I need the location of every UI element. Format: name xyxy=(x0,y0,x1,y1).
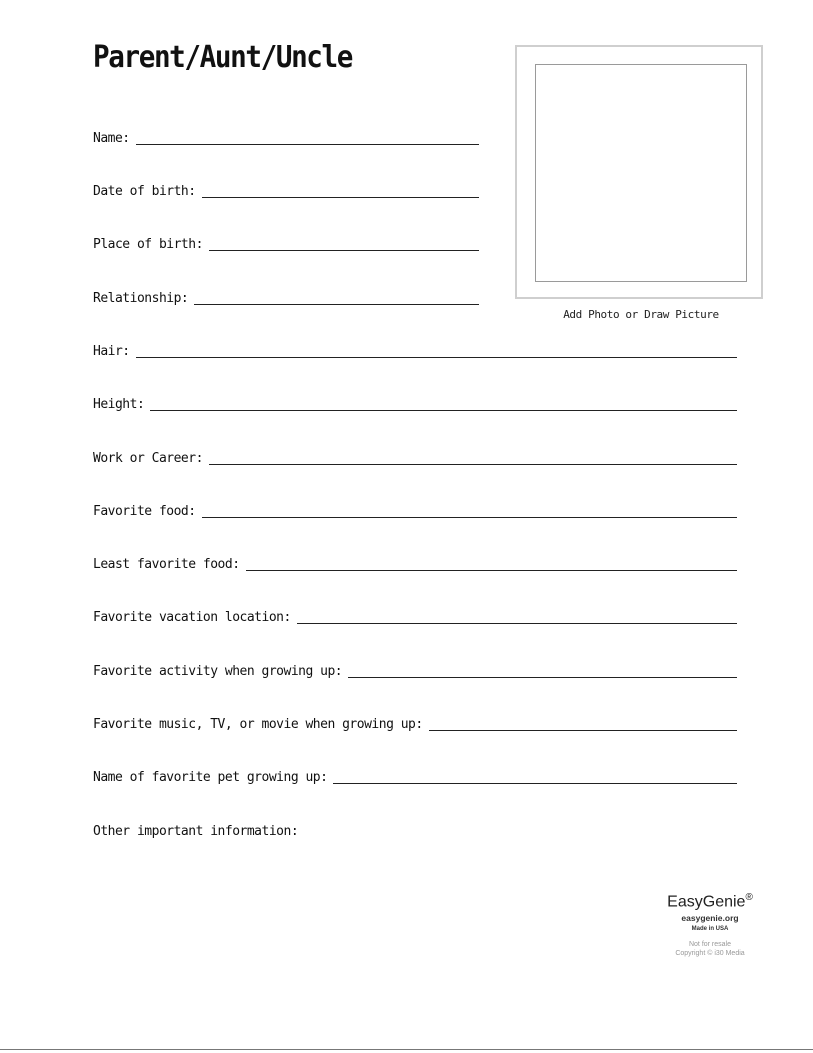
name-input-line[interactable] xyxy=(136,144,479,145)
field-label: Name of favorite pet growing up: xyxy=(93,770,328,785)
field-place-of-birth xyxy=(93,231,479,253)
bottom-divider xyxy=(0,1049,813,1050)
page-title: Parent/Aunt/Uncle xyxy=(93,40,353,75)
field-least-favorite-food xyxy=(93,551,737,573)
brand-logo: EasyGenie® xyxy=(667,892,753,911)
field-label: Place of birth: xyxy=(93,237,203,252)
field-label: Date of birth: xyxy=(93,184,196,199)
hair-input-line[interactable] xyxy=(136,357,737,358)
field-favorite-music-tv-movie xyxy=(93,711,737,733)
field-other-important-information xyxy=(93,818,737,840)
date-of-birth-input-line[interactable] xyxy=(202,197,479,198)
field-favorite-pet xyxy=(93,764,737,786)
field-favorite-vacation-location xyxy=(93,604,737,626)
field-label: Name: xyxy=(93,131,130,146)
brand-copyright: Copyright © i30 Media xyxy=(675,950,745,958)
photo-frame xyxy=(515,45,763,299)
field-label: Favorite food: xyxy=(93,504,196,519)
least-favorite-food-input-line[interactable] xyxy=(246,570,737,571)
field-date-of-birth xyxy=(93,178,479,200)
field-label: Favorite activity when growing up: xyxy=(93,664,343,679)
field-label: Other important information: xyxy=(93,824,299,839)
field-name xyxy=(93,125,479,147)
field-relationship xyxy=(93,285,479,307)
height-input-line[interactable] xyxy=(150,410,737,411)
favorite-vacation-location-input-line[interactable] xyxy=(297,623,737,624)
favorite-music-tv-movie-input-line[interactable] xyxy=(429,730,737,731)
work-or-career-input-line[interactable] xyxy=(209,464,737,465)
field-label: Relationship: xyxy=(93,291,189,306)
field-label: Favorite vacation location: xyxy=(93,610,291,625)
field-favorite-activity xyxy=(93,658,737,680)
brand-url: easygenie.org xyxy=(681,913,739,924)
favorite-activity-input-line[interactable] xyxy=(348,677,737,678)
field-label: Hair: xyxy=(93,344,130,359)
field-hair xyxy=(93,338,737,360)
field-label: Height: xyxy=(93,397,145,412)
relationship-input-line[interactable] xyxy=(194,304,479,305)
brand-made-in: Made in USA xyxy=(691,926,729,933)
field-height xyxy=(93,391,737,413)
photo-caption: Add Photo or Draw Picture xyxy=(563,308,719,321)
field-label: Favorite music, TV, or movie when growing up: xyxy=(93,717,423,732)
field-label: Work or Career: xyxy=(93,451,203,466)
favorite-food-input-line[interactable] xyxy=(202,517,737,518)
brand-resale-note: Not for resale xyxy=(688,941,732,949)
favorite-pet-input-line[interactable] xyxy=(333,783,737,784)
place-of-birth-input-line[interactable] xyxy=(209,250,479,251)
photo-area[interactable] xyxy=(535,64,747,282)
brand-block xyxy=(640,892,780,958)
field-favorite-food xyxy=(93,498,737,520)
field-label: Least favorite food: xyxy=(93,557,240,572)
field-work-or-career xyxy=(93,445,737,467)
